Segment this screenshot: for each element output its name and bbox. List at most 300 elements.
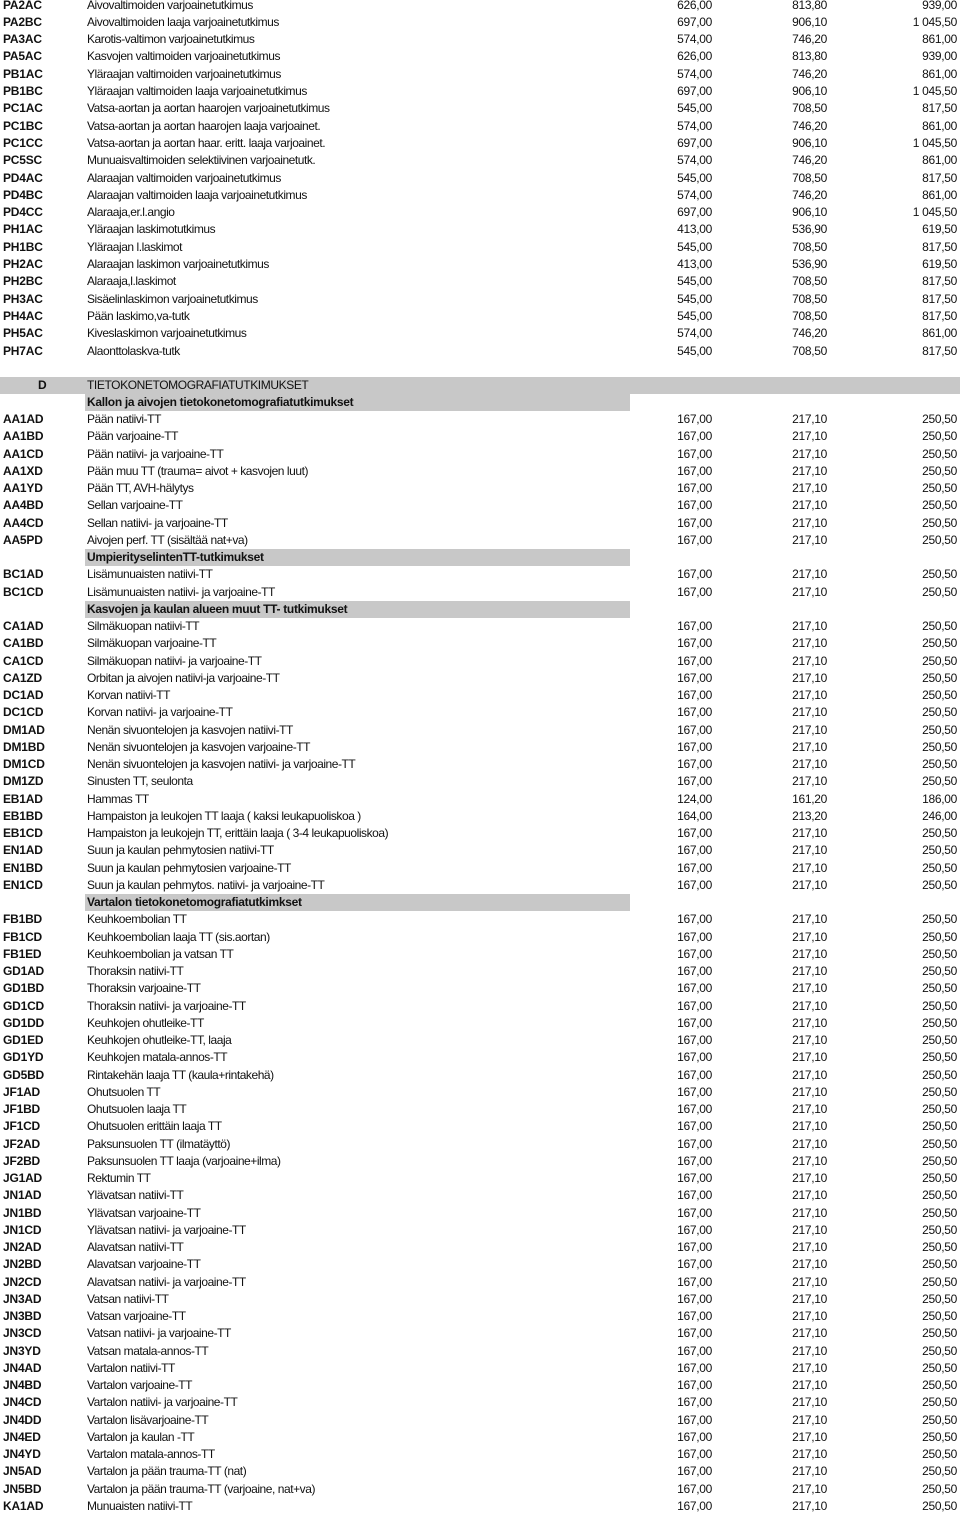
price-3: 250,50 xyxy=(922,964,957,979)
price-3: 250,50 xyxy=(922,1067,957,1082)
price-3: 250,50 xyxy=(922,1360,957,1375)
procedure-code: PH1AC xyxy=(3,222,43,237)
price-2: 217,10 xyxy=(792,912,827,927)
table-row xyxy=(0,739,960,756)
price-2: 536,90 xyxy=(792,222,827,237)
procedure-code: JN1BD xyxy=(3,1205,42,1220)
procedure-description: Orbitan ja aivojen natiivi-ja varjoaine-TT xyxy=(87,670,280,685)
price-2: 217,10 xyxy=(792,1171,827,1186)
table-row xyxy=(0,791,960,808)
price-1: 545,00 xyxy=(677,239,712,254)
price-2: 217,10 xyxy=(792,688,827,703)
procedure-code: PH2AC xyxy=(3,257,43,271)
procedure-description: Vatsan matala-annos-TT xyxy=(87,1343,209,1358)
procedure-code: EB1AD xyxy=(3,791,43,806)
price-3: 250,50 xyxy=(922,532,957,547)
table-row xyxy=(0,1343,960,1360)
price-3: 250,50 xyxy=(922,636,957,651)
price-2: 217,10 xyxy=(792,1343,827,1358)
procedure-code: BC1AD xyxy=(3,567,44,582)
price-1: 167,00 xyxy=(677,498,712,513)
price-3: 250,50 xyxy=(922,877,957,892)
procedure-code: EN1CD xyxy=(3,877,43,892)
price-1: 167,00 xyxy=(677,1447,712,1462)
table-row xyxy=(0,480,960,497)
procedure-description: Vartalon natiivi- ja varjoaine-TT xyxy=(87,1395,238,1410)
price-3: 250,50 xyxy=(922,722,957,737)
procedure-code: JN1CD xyxy=(3,1222,42,1237)
price-1: 697,00 xyxy=(677,84,712,98)
procedure-description: Aivovaltimoiden varjoainetutkimus xyxy=(87,0,253,12)
procedure-description: Paksunsuolen TT (ilmatäyttö) xyxy=(87,1136,231,1151)
table-row xyxy=(0,722,960,739)
price-1: 545,00 xyxy=(677,274,712,289)
price-1: 167,00 xyxy=(677,826,712,841)
procedure-description: Kiveslaskimon varjoainetutkimus xyxy=(87,326,247,341)
table-row xyxy=(0,273,960,290)
table-row xyxy=(0,515,960,532)
price-2: 217,10 xyxy=(792,619,827,634)
price-1: 167,00 xyxy=(677,567,712,582)
price-2: 708,50 xyxy=(792,101,827,116)
price-2: 217,10 xyxy=(792,1360,827,1375)
table-row xyxy=(0,618,960,635)
procedure-description: Vatsa-aortan ja aortan haar. eritt. laaja varjoainet. xyxy=(87,135,326,150)
procedure-code: GD1DD xyxy=(3,1015,45,1030)
price-2: 708,50 xyxy=(792,239,827,254)
table-row xyxy=(0,1360,960,1377)
price-2: 217,10 xyxy=(792,722,827,737)
table-row xyxy=(0,756,960,773)
procedure-code: JN4AD xyxy=(3,1360,42,1375)
price-3: 250,50 xyxy=(922,1309,957,1324)
price-2: 217,10 xyxy=(792,826,827,841)
price-1: 167,00 xyxy=(677,774,712,789)
price-3: 250,50 xyxy=(922,446,957,461)
procedure-description: Suun ja kaulan pehmytosien varjoaine-TT xyxy=(87,860,291,875)
price-2: 813,80 xyxy=(792,0,827,12)
price-2: 217,10 xyxy=(792,498,827,513)
price-1: 167,00 xyxy=(677,722,712,737)
price-2: 217,10 xyxy=(792,757,827,772)
price-2: 217,10 xyxy=(792,1257,827,1272)
table-row xyxy=(0,1463,960,1480)
price-1: 167,00 xyxy=(677,1188,712,1203)
price-1: 167,00 xyxy=(677,1136,712,1151)
price-3: 861,00 xyxy=(922,118,957,133)
price-3: 250,50 xyxy=(922,774,957,789)
price-3: 817,50 xyxy=(922,343,957,358)
table-row xyxy=(0,1256,960,1273)
procedure-code: KA1AD xyxy=(3,1498,44,1513)
price-3: 250,50 xyxy=(922,481,957,496)
price-1: 167,00 xyxy=(677,1343,712,1358)
table-row xyxy=(0,1291,960,1308)
procedure-code: PC1CC xyxy=(3,135,43,150)
table-row xyxy=(0,187,960,204)
procedure-code: PA2AC xyxy=(3,0,42,12)
price-2: 161,20 xyxy=(792,791,827,806)
price-2: 906,10 xyxy=(792,14,827,29)
price-1: 626,00 xyxy=(677,49,712,64)
table-row xyxy=(0,929,960,946)
table-row xyxy=(0,635,960,652)
price-1: 167,00 xyxy=(677,636,712,651)
price-1: 167,00 xyxy=(677,619,712,634)
price-3: 250,50 xyxy=(922,1153,957,1168)
procedure-description: Yläraajan laskimotutkimus xyxy=(87,222,216,237)
price-2: 906,10 xyxy=(792,135,827,150)
price-2: 217,10 xyxy=(792,567,827,582)
price-2: 217,10 xyxy=(792,515,827,530)
price-3: 250,50 xyxy=(922,1171,957,1186)
price-3: 817,50 xyxy=(922,274,957,289)
procedure-description: Vatsa-aortan ja aortan haarojen laaja varjoainet. xyxy=(87,118,321,133)
price-1: 167,00 xyxy=(677,1309,712,1324)
price-3: 619,50 xyxy=(922,222,957,237)
price-2: 217,10 xyxy=(792,843,827,858)
procedure-code: JN4CD xyxy=(3,1395,42,1410)
procedure-description: Alavatsan natiivi-TT xyxy=(87,1240,184,1255)
price-2: 746,20 xyxy=(792,32,827,47)
price-1: 697,00 xyxy=(677,135,712,150)
procedure-description: Alaonttolaskva-tutk xyxy=(87,343,180,358)
table-row xyxy=(0,1136,960,1153)
procedure-description: Hampaiston ja leukojejn TT, erittäin laaja ( 3-4 leukapuoliskoa) xyxy=(87,826,389,841)
procedure-description: Nenän sivuontelojen ja kasvojen varjoaine-TT xyxy=(87,739,311,754)
table-row xyxy=(0,1274,960,1291)
procedure-code: GD1BD xyxy=(3,981,45,996)
table-row xyxy=(0,687,960,704)
procedure-code: JF2BD xyxy=(3,1153,41,1168)
price-3: 250,50 xyxy=(922,739,957,754)
procedure-description: Alaraaja,l.laskimot xyxy=(87,274,176,289)
price-3: 250,50 xyxy=(922,1102,957,1117)
price-2: 217,10 xyxy=(792,1309,827,1324)
table-row xyxy=(0,135,960,152)
price-2: 217,10 xyxy=(792,1412,827,1427)
price-2: 906,10 xyxy=(792,205,827,220)
price-1: 545,00 xyxy=(677,343,712,358)
price-3: 250,50 xyxy=(922,705,957,720)
procedure-description: Lisämunuaisten natiivi- ja varjoaine-TT xyxy=(87,584,275,599)
price-1: 167,00 xyxy=(677,860,712,875)
price-1: 167,00 xyxy=(677,998,712,1013)
price-3: 250,50 xyxy=(922,1481,957,1496)
procedure-code: JN4BD xyxy=(3,1378,42,1393)
procedure-code: JN3BD xyxy=(3,1309,42,1324)
price-2: 217,10 xyxy=(792,1498,827,1513)
price-1: 167,00 xyxy=(677,1412,712,1427)
price-1: 167,00 xyxy=(677,705,712,720)
procedure-description: Ohutsuolen erittäin laaja TT xyxy=(87,1119,222,1134)
procedure-description: Rektumin TT xyxy=(87,1171,151,1186)
price-2: 746,20 xyxy=(792,66,827,81)
procedure-code: GD5BD xyxy=(3,1067,45,1082)
procedure-description: Sellan varjoaine-TT xyxy=(87,498,183,513)
price-3: 250,50 xyxy=(922,1464,957,1479)
price-2: 217,10 xyxy=(792,705,827,720)
price-1: 167,00 xyxy=(677,946,712,961)
price-1: 164,00 xyxy=(677,808,712,823)
procedure-code: PH7AC xyxy=(3,343,43,358)
price-3: 817,50 xyxy=(922,101,957,116)
price-3: 1 045,50 xyxy=(912,135,957,150)
table-row xyxy=(0,1032,960,1049)
procedure-code: AA4BD xyxy=(3,498,44,513)
procedure-code: JF1AD xyxy=(3,1084,41,1099)
price-1: 167,00 xyxy=(677,1274,712,1289)
price-1: 167,00 xyxy=(677,1084,712,1099)
price-2: 217,10 xyxy=(792,429,827,444)
price-2: 746,20 xyxy=(792,118,827,133)
procedure-code: CA1BD xyxy=(3,636,44,651)
procedure-description: Suun ja kaulan pehmytos. natiivi- ja varjoaine-TT xyxy=(87,877,325,892)
price-2: 217,10 xyxy=(792,1188,827,1203)
price-2: 217,10 xyxy=(792,998,827,1013)
procedure-code: DC1CD xyxy=(3,705,44,720)
price-2: 708,50 xyxy=(792,343,827,358)
procedure-code: PH5AC xyxy=(3,326,43,341)
procedure-description: Keuhkojen ohutleike-TT xyxy=(87,1015,204,1030)
price-3: 250,50 xyxy=(922,946,957,961)
procedure-code: JG1AD xyxy=(3,1171,43,1186)
table-row xyxy=(0,946,960,963)
table-row xyxy=(0,48,960,65)
procedure-description: Vartalon lisävarjoaine-TT xyxy=(87,1412,209,1427)
price-1: 167,00 xyxy=(677,1395,712,1410)
procedure-description: Hampaiston ja leukojen TT laaja ( kaksi leukapuoliskoa ) xyxy=(87,808,361,823)
price-2: 217,10 xyxy=(792,1119,827,1134)
procedure-description: Munuaisten natiivi-TT xyxy=(87,1498,193,1513)
procedure-code: DC1AD xyxy=(3,688,44,703)
procedure-description: Pään natiivi- ja varjoaine-TT xyxy=(87,446,224,461)
procedure-code: PA2BC xyxy=(3,14,42,29)
procedure-code: EB1CD xyxy=(3,826,43,841)
procedure-description: Pään laskimo,va-tutk xyxy=(87,308,190,323)
table-row xyxy=(0,1101,960,1118)
price-2: 217,10 xyxy=(792,463,827,478)
price-2: 217,10 xyxy=(792,584,827,599)
price-3: 250,50 xyxy=(922,1119,957,1134)
price-3: 250,50 xyxy=(922,584,957,599)
price-2: 217,10 xyxy=(792,1222,827,1237)
price-1: 167,00 xyxy=(677,1171,712,1186)
procedure-description: Alavatsan varjoaine-TT xyxy=(87,1257,201,1272)
section-header xyxy=(0,377,960,394)
price-2: 746,20 xyxy=(792,153,827,168)
price-1: 167,00 xyxy=(677,1326,712,1341)
procedure-description: Alaraajan valtimoiden laaja varjoainetutkimus xyxy=(87,187,307,202)
table-row xyxy=(0,1222,960,1239)
price-1: 167,00 xyxy=(677,1240,712,1255)
procedure-code: PD4BC xyxy=(3,187,43,202)
procedure-code: DM1AD xyxy=(3,722,45,737)
subsection-header xyxy=(0,601,960,618)
section-title: TIETOKONETOMOGRAFIATUTKIMUKSET xyxy=(87,377,309,392)
price-1: 167,00 xyxy=(677,1291,712,1306)
procedure-description: Karotis-valtimon varjoainetutkimus xyxy=(87,32,255,47)
procedure-code: CA1AD xyxy=(3,619,44,634)
price-3: 817,50 xyxy=(922,308,957,323)
price-1: 167,00 xyxy=(677,1102,712,1117)
price-2: 217,10 xyxy=(792,1326,827,1341)
price-3: 939,00 xyxy=(922,49,957,64)
table-row xyxy=(0,428,960,445)
procedure-code: PH2BC xyxy=(3,274,43,289)
price-1: 167,00 xyxy=(677,463,712,478)
procedure-code: DM1CD xyxy=(3,757,45,772)
procedure-description: Lisämunuaisten natiivi-TT xyxy=(87,567,213,582)
procedure-code: PH4AC xyxy=(3,308,43,323)
price-3: 186,00 xyxy=(922,791,957,806)
price-2: 217,10 xyxy=(792,1205,827,1220)
procedure-description: Sinusten TT, seulonta xyxy=(87,774,193,789)
procedure-code: DM1ZD xyxy=(3,774,44,789)
price-2: 217,10 xyxy=(792,1395,827,1410)
price-1: 167,00 xyxy=(677,1222,712,1237)
price-3: 250,50 xyxy=(922,1412,957,1427)
price-2: 217,10 xyxy=(792,653,827,668)
table-row xyxy=(0,670,960,687)
procedure-description: Alavatsan natiivi- ja varjoaine-TT xyxy=(87,1274,246,1289)
procedure-code: GD1CD xyxy=(3,998,45,1013)
procedure-code: PA3AC xyxy=(3,32,42,47)
price-3: 250,50 xyxy=(922,1343,957,1358)
table-row xyxy=(0,808,960,825)
price-1: 167,00 xyxy=(677,843,712,858)
procedure-description: Keuhkoembolian TT xyxy=(87,912,187,927)
procedure-code: GD1YD xyxy=(3,1050,44,1065)
price-1: 545,00 xyxy=(677,291,712,306)
price-2: 217,10 xyxy=(792,446,827,461)
price-1: 167,00 xyxy=(677,912,712,927)
price-1: 697,00 xyxy=(677,205,712,220)
table-row xyxy=(0,998,960,1015)
price-3: 250,50 xyxy=(922,998,957,1013)
table-row xyxy=(0,842,960,859)
table-row xyxy=(0,566,960,583)
procedure-description: Munuaisvaltimoiden selektiivinen varjoainetutk. xyxy=(87,153,316,168)
table-row xyxy=(0,118,960,135)
procedure-code: JN3CD xyxy=(3,1326,42,1341)
procedure-description: Nenän sivuontelojen ja kasvojen natiivi-TT xyxy=(87,722,293,737)
table-row xyxy=(0,256,960,273)
price-2: 217,10 xyxy=(792,964,827,979)
table-row xyxy=(0,911,960,928)
procedure-description: Korvan natiivi- ja varjoaine-TT xyxy=(87,705,233,720)
price-3: 250,50 xyxy=(922,670,957,685)
price-1: 167,00 xyxy=(677,739,712,754)
procedure-description: Hammas TT xyxy=(87,791,149,806)
price-2: 746,20 xyxy=(792,326,827,341)
table-row xyxy=(0,66,960,83)
procedure-description: Keuhkojen ohutleike-TT, laaja xyxy=(87,1033,232,1048)
procedure-description: Aivojen perf. TT (sisältää nat+va) xyxy=(87,532,248,547)
procedure-code: EB1BD xyxy=(3,808,43,823)
procedure-description: Vatsan natiivi-TT xyxy=(87,1291,169,1306)
subsection-title: UmpierityselintenTT-tutkimukset xyxy=(87,550,264,565)
table-row xyxy=(0,1239,960,1256)
table-row xyxy=(0,325,960,342)
price-1: 545,00 xyxy=(677,308,712,323)
price-1: 167,00 xyxy=(677,877,712,892)
table-row xyxy=(0,411,960,428)
price-1: 167,00 xyxy=(677,1119,712,1134)
table-row xyxy=(0,1084,960,1101)
procedure-description: Vatsan natiivi- ja varjoaine-TT xyxy=(87,1326,231,1341)
procedure-code: JN3AD xyxy=(3,1291,42,1306)
procedure-description: Silmäkuopan natiivi-TT xyxy=(87,619,200,634)
price-1: 167,00 xyxy=(677,1481,712,1496)
procedure-code: PC1BC xyxy=(3,118,43,133)
procedure-description: Ohutsuolen TT xyxy=(87,1084,161,1099)
table-row xyxy=(0,1377,960,1394)
procedure-code: JF2AD xyxy=(3,1136,41,1151)
table-row xyxy=(0,653,960,670)
table-row xyxy=(0,704,960,721)
procedure-description: Silmäkuopan natiivi- ja varjoaine-TT xyxy=(87,653,262,668)
subsection-title: Kasvojen ja kaulan alueen muut TT- tutkimukset xyxy=(87,601,348,616)
procedure-description: Suun ja kaulan pehmytosien natiivi-TT xyxy=(87,843,274,858)
procedure-code: FB1CD xyxy=(3,929,43,944)
price-1: 167,00 xyxy=(677,1378,712,1393)
table-row xyxy=(0,1049,960,1066)
price-2: 217,10 xyxy=(792,1067,827,1082)
procedure-code: PH3AC xyxy=(3,291,43,306)
price-2: 217,10 xyxy=(792,1429,827,1444)
procedure-code: AA1BD xyxy=(3,429,44,444)
procedure-code: JN2BD xyxy=(3,1257,42,1272)
price-2: 217,10 xyxy=(792,1102,827,1117)
price-3: 250,50 xyxy=(922,1447,957,1462)
table-row xyxy=(0,1170,960,1187)
table-row xyxy=(0,221,960,238)
price-2: 217,10 xyxy=(792,636,827,651)
table-row xyxy=(0,31,960,48)
price-2: 217,10 xyxy=(792,1050,827,1065)
procedure-description: Sellan natiivi- ja varjoaine-TT xyxy=(87,515,228,530)
price-1: 167,00 xyxy=(677,1033,712,1048)
table-row xyxy=(0,1325,960,1342)
table-row xyxy=(0,204,960,221)
procedure-code: JN3YD xyxy=(3,1343,41,1358)
price-3: 861,00 xyxy=(922,187,957,202)
procedure-code: PA5AC xyxy=(3,49,42,64)
price-2: 217,10 xyxy=(792,981,827,996)
price-2: 217,10 xyxy=(792,1378,827,1393)
procedure-code: JN4ED xyxy=(3,1429,41,1444)
subsection-title: Kallon ja aivojen tietokonetomografiatutkimukset xyxy=(87,394,354,409)
price-3: 250,50 xyxy=(922,843,957,858)
procedure-code: PC5SC xyxy=(3,153,43,168)
price-2: 217,10 xyxy=(792,1084,827,1099)
price-2: 217,10 xyxy=(792,532,827,547)
procedure-description: Kasvojen valtimoiden varjoainetutkimus xyxy=(87,49,281,64)
procedure-code: DM1BD xyxy=(3,739,45,754)
table-row xyxy=(0,1308,960,1325)
procedure-code: JN5AD xyxy=(3,1464,42,1479)
section-code: D xyxy=(38,377,47,392)
table-row xyxy=(0,1498,960,1515)
price-3: 250,50 xyxy=(922,1188,957,1203)
procedure-code: AA1AD xyxy=(3,412,44,427)
procedure-description: Alaraajan valtimoiden varjoainetutkimus xyxy=(87,170,281,185)
price-3: 861,00 xyxy=(922,326,957,341)
procedure-description: Ylävatsan natiivi- ja varjoaine-TT xyxy=(87,1222,246,1237)
price-1: 545,00 xyxy=(677,170,712,185)
price-1: 167,00 xyxy=(677,481,712,496)
